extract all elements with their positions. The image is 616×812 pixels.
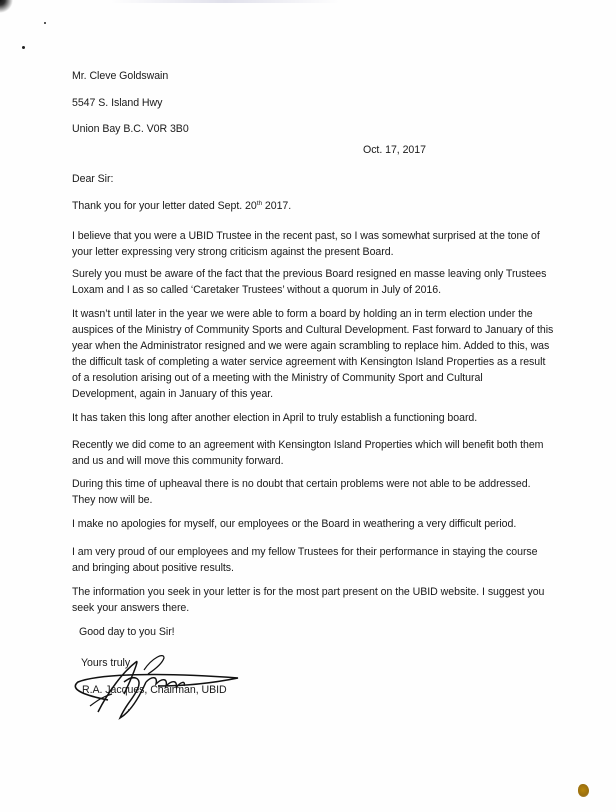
opening-line	[72, 198, 291, 214]
closing-remark: Good day to you Sir!	[79, 626, 175, 638]
text-line: auspices of the Ministry of Community Sports and Cultural Development. Fast forward to January of this	[72, 324, 554, 336]
text-line: I make no apologies for myself, our employees or the Board in weathering a very difficult period.	[72, 518, 517, 530]
letter-date: Oct. 17, 2017	[363, 144, 426, 156]
text-line: I believe that you were a UBID Trustee in the recent past, so I was somewhat surprised at the tone of	[72, 230, 540, 242]
paragraph-board-resigned	[72, 266, 592, 298]
scan-speck	[128, 709, 130, 711]
valediction: Yours truly	[81, 657, 131, 669]
text-line: and bringing about positive results.	[72, 562, 234, 574]
salutation: Dear Sir:	[72, 173, 114, 185]
paragraph-proud	[72, 544, 592, 576]
paragraph-agreement	[72, 437, 592, 469]
text-line: I am very proud of our employees and my fellow Trustees for their performance in staying the course	[72, 546, 538, 558]
text-line: They now will be.	[72, 494, 153, 506]
paragraph-upheaval	[72, 476, 592, 508]
paragraph-functioning-board	[72, 410, 592, 426]
recipient-city: Union Bay B.C. V0R 3B0	[72, 123, 189, 135]
text-line: Loxam and I as so called ‘Caretaker Trustees’ without a quorum in July of 2016.	[72, 284, 441, 296]
scan-shadow-corner	[0, 0, 14, 14]
recipient-street: 5547 S. Island Hwy	[72, 97, 163, 109]
text-line: your letter expressing very strong criticism against the present Board.	[72, 246, 394, 258]
text-line: seek your answers there.	[72, 602, 190, 614]
paragraph-website	[72, 584, 592, 616]
scan-edge-band	[110, 0, 340, 3]
paragraph-criticism	[72, 228, 592, 260]
opening-year: 2017.	[262, 200, 292, 212]
text-line: The information you seek in your letter is for the most part present on the UBID website. I suggest you	[72, 586, 545, 598]
text-line: Recently we did come to an agreement with Kensington Island Properties which will benefit both them	[72, 439, 544, 451]
ordinal-suffix: th	[256, 200, 263, 207]
scan-speck	[44, 22, 46, 24]
signatory-line: R.A. Jacques, Chairman, UBID	[82, 684, 227, 696]
text-line: year when the Administrator resigned and we were again scrambling to replace him. Added to this, was	[72, 340, 550, 352]
text-line: It wasn’t until later in the year we were able to form a board by holding an in term election under the	[72, 308, 533, 320]
opening-text: Thank you for your letter dated Sept. 20	[72, 200, 257, 212]
text-line: of a resolution arising out of a meeting with the Ministry of Community Sport and Cultural	[72, 372, 483, 384]
text-line: the difficult task of completing a water service agreement with Kensington Island Properties as a result	[72, 356, 546, 368]
paragraph-election-history	[72, 306, 592, 402]
paragraph-no-apologies	[72, 516, 592, 532]
scan-speck	[22, 46, 25, 49]
text-line: During this time of upheaval there is no doubt that certain problems were not able to be addressed.	[72, 478, 531, 490]
text-line: Surely you must be aware of the fact that the previous Board resigned en masse leaving only Trustees	[72, 268, 547, 280]
paper-stain	[578, 784, 589, 797]
recipient-name: Mr. Cleve Goldswain	[72, 70, 169, 82]
text-line: and us and will move this community forward.	[72, 455, 284, 467]
text-line: It has taken this long after another election in April to truly establish a functioning board.	[72, 412, 478, 424]
text-line: Development, again in January of this year.	[72, 388, 274, 400]
